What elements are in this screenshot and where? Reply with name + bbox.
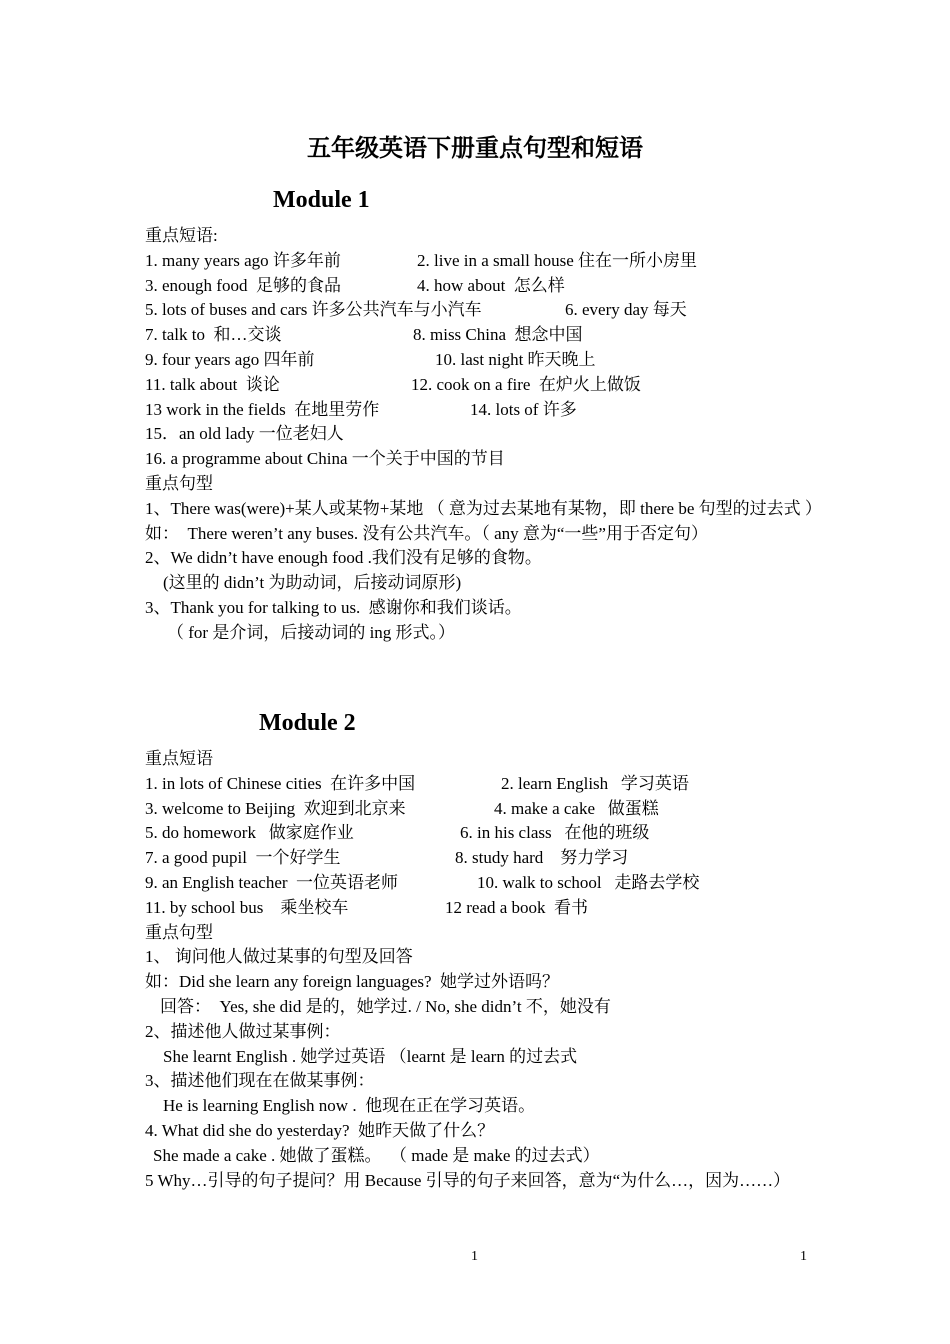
phrases-label: 重点短语 [145,749,213,768]
phrase-item: 15．an old lady 一位老妇人 [145,424,344,444]
module-2-heading: Module 2 [259,710,356,736]
page-title: 五年级英语下册重点句型和短语 [307,136,643,162]
phrase-item: 8. study hard 努力学习 [455,848,629,868]
phrase-item: 9. an English teacher 一位英语老师 [145,872,399,892]
sentence-example: 如： There weren’t any buses. 没有公共汽车。（ any 意为“一些”用于否定句） [145,523,708,543]
module-1-heading: Module 1 [273,187,370,213]
phrase-row [145,298,825,323]
phrase-item: 3. welcome to Beijing 欢迎到北京来 [145,798,406,818]
sentence-note: (这里的 didn’t 为助动词，后接动词原形) [163,573,462,593]
phrase-row [145,348,825,373]
phrase-item: 1. many years ago 许多年前 [145,250,341,270]
phrase-item: 7. a good pupil 一个好学生 [145,848,341,868]
phrase-row [145,821,825,846]
sentence-note: （ for 是介词，后接动词的 ing 形式。） [167,622,456,642]
phrase-row [145,896,825,921]
phrase-row [145,274,825,299]
phrase-row [145,797,825,822]
phrase-item: 8. miss China 想念中国 [413,325,583,345]
phrase-row [145,373,825,398]
phrase-item: 14. lots of 许多 [470,399,577,419]
phrase-item: 4. make a cake 做蛋糕 [494,798,659,818]
phrase-item: 9. four years ago 四年前 [145,349,315,369]
page-number-center: 1 [471,1249,478,1264]
sentence-pattern-2: 2、描述他人做过某事例： [145,1021,341,1041]
sentence-answer: She made a cake . 她做了蛋糕。 （ made 是 make 的过去式） [153,1145,600,1165]
sentences-label: 重点句型 [145,473,213,493]
sentence-pattern-1: 1、There was(were)+某人或某物+某地 （ 意为过去某地有某物，即 there be 句型的过去式 ） [145,498,822,518]
phrase-row [145,871,825,896]
sentence-pattern-5: 5 Why…引导的句子提问？用 Because 引导的句子来回答，意为“为什么…，因为……） [145,1170,791,1190]
phrase-row [145,846,825,871]
phrase-item: 13 work in the fields 在地里劳作 [145,399,380,419]
sentence-pattern-2: 2、We didn’t have enough food .我们没有足够的食物。 [145,548,542,568]
phrase-item: 12. cook on a fire 在炉火上做饭 [411,374,641,394]
sentence-pattern-3: 3、Thank you for talking to us. 感谢你和我们谈话。 [145,597,522,617]
module-1-section [145,224,825,646]
phrases-label: 重点短语: [145,226,218,245]
phrase-item: 10. walk to school 走路去学校 [477,872,700,892]
sentence-example: He is learning English now . 他现在正在学习英语。 [163,1096,536,1116]
sentences-label: 重点句型 [145,922,213,942]
phrase-row [145,249,825,274]
sentence-pattern-3: 3、描述他们现在在做某事例： [145,1071,375,1091]
page-number-right: 1 [800,1249,807,1264]
phrase-item: 7. talk to 和…交谈 [145,325,282,345]
phrase-item: 1. in lots of Chinese cities 在许多中国 [145,773,416,793]
phrase-item: 2. learn English 学习英语 [501,773,689,793]
sentence-example: 如：Did she learn any foreign languages? 她学过外语吗？ [145,972,560,992]
phrase-item: 11. by school bus 乘坐校车 [145,897,349,917]
module-2-section [145,747,825,1193]
sentence-answer: 回答： Yes, she did 是的，她学过. / No, she didn’t 不，她没有 [160,996,611,1016]
phrase-item: 12 read a book 看书 [445,897,589,917]
sentence-pattern-1: 1、 询问他人做过某事的句型及回答 [145,947,413,967]
phrase-item: 6. in his class 在他的班级 [460,823,650,843]
phrase-item: 3. enough food 足够的食品 [145,275,341,295]
phrase-item: 16. a programme about China 一个关于中国的节目 [145,449,505,469]
phrase-row [145,772,825,797]
phrase-item: 10. last night 昨天晚上 [435,349,596,369]
phrase-item: 2. live in a small house 住在一所小房里 [417,250,698,270]
phrase-item: 11. talk about 谈论 [145,374,280,394]
phrase-item: 4. how about 怎么样 [417,275,565,295]
phrase-item: 5. lots of buses and cars 许多公共汽车与小汽车 [145,300,482,320]
phrase-row [145,398,825,423]
phrase-row [145,323,825,348]
sentence-example: She learnt English . 她学过英语 （learnt 是 learn 的过去式 [163,1046,578,1066]
phrase-item: 5. do homework 做家庭作业 [145,823,354,843]
phrase-item: 6. every day 每天 [565,300,687,320]
sentence-pattern-4: 4. What did she do yesterday? 她昨天做了什么？ [145,1120,495,1140]
